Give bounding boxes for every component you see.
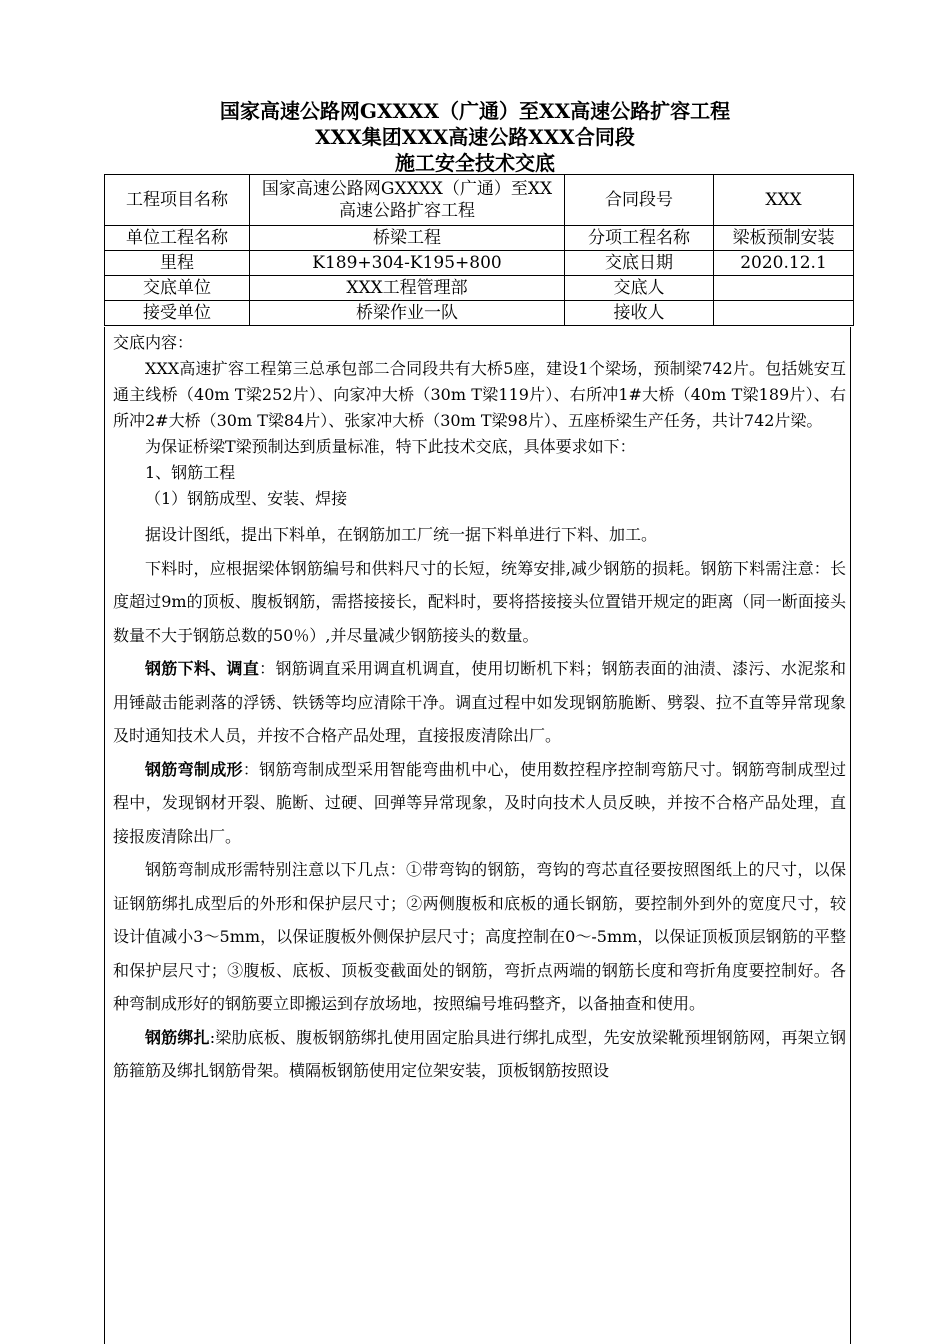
paragraph-cutting-list: 据设计图纸，提出下料单，在钢筋加工厂统一据下料单进行下料、加工。 [145,525,658,544]
document-title-line2: XXX集团XXX高速公路XXX合同段 [315,125,635,149]
content-section [104,327,851,1344]
table-row [105,251,854,276]
issuer-label: 交底人 [565,276,714,301]
paragraph-heading: 钢筋下料、调直 [145,659,260,678]
unit-project-label: 单位工程名称 [105,226,250,251]
sub-project-value: 梁板预制安装 [714,226,854,251]
content-label: 交底内容： [113,333,194,352]
receiver-unit-label: 接受单位 [105,301,250,326]
unit-project-value: 桥梁工程 [250,226,565,251]
info-table [104,174,854,326]
purpose-paragraph: 为保证桥梁T梁预制达到质量标准，特下此技术交底，具体要求如下： [145,437,636,456]
paragraph-straightening [113,652,846,753]
project-name-label: 工程项目名称 [105,175,250,226]
paragraph-body: ：钢筋弯制成型采用智能弯曲机中心，使用数控程序控制弯筋尺寸。钢筋弯制成型过程中，发现钢材开裂、脆断、过硬、回弹等异常现象，及时向技术人员反映，并按不合格产品处理，直接报废清除出厂。 [113,759,846,846]
contract-label: 合同段号 [565,175,714,226]
mileage-label: 里程 [105,251,250,276]
table-row [105,301,854,326]
issuer-value [714,276,854,301]
issuer-unit-value: XXX工程管理部 [250,276,565,301]
mileage-value: K189+304-K195+800 [250,251,565,276]
project-name-value: 国家高速公路网GXXXX（广通）至XX高速公路扩容工程 [250,175,565,226]
date-value: 2020.12.1 [714,251,854,276]
table-row [105,226,854,251]
paragraph-bending [113,753,846,854]
document-title-line3: 施工安全技术交底 [395,151,555,175]
paragraph-body: :梁肋底板、腹板钢筋绑扎使用固定胎具进行绑扎成型，先安放梁靴预埋钢筋网，再架立钢筋箍筋及绑扎钢筋骨架。横隔板钢筋使用定位架安装，顶板钢筋按照设 [113,1027,846,1080]
receiver-label: 接收人 [565,301,714,326]
receiver-value [714,301,854,326]
sub-project-label: 分项工程名称 [565,226,714,251]
paragraph-bending-notes: 钢筋弯制成形需特别注意以下几点：①带弯钩的钢筋，弯钩的弯芯直径要按照图纸上的尺寸，以保证钢筋绑扎成型后的外形和保护层尺寸；②两侧腹板和底板的通长钢筋，要控制外到外的宽度尺寸，较设计值减小3～5mm，以保证腹板外侧保护层尺寸；高度控制在0～-5mm，以保证顶板顶层钢筋的平整和保护层尺寸；③腹板、底板、顶板变截面处的钢筋，弯折点两端的钢筋长度和弯折角度要控制好。各种弯制成形好的钢筋要立即搬运到存放场地，按照编号堆码整齐，以备抽查和使用。 [113,860,846,1013]
paragraph-body: ：钢筋调直采用调直机调直，使用切断机下料；钢筋表面的油渍、漆污、水泥浆和用锤敲击能剥落的浮锈、铁锈等均应清除干净。调直过程中如发现钢筋脆断、劈裂、拉不直等异常现象及时通知技术人员，并按不合格产品处理，直接报废清除出厂。 [113,659,846,745]
section-heading: 1、钢筋工程 [145,463,236,482]
paragraph-heading: 钢筋绑扎 [145,1027,210,1047]
paragraph-heading: 钢筋弯制成形 [145,759,243,779]
intro-paragraph: XXX高速扩容工程第三总承包部二合同段共有大桥5座，建设1个梁场，预制梁742片。包括姚安互通主线桥（40m T梁252片）、向家冲大桥（30m T梁119片）、右所冲1#大桥（40m T梁189片）、右所冲2#大桥（30m T梁84片）、张家冲大桥（30m T梁98片）、五座桥梁生产任务，共计742片梁。 [113,359,846,430]
receiver-unit-value: 桥梁作业一队 [250,301,565,326]
issuer-unit-label: 交底单位 [105,276,250,301]
document-title-line1: 国家高速公路网GXXXX（广通）至XX高速公路扩容工程 [219,99,731,123]
subsection-heading: （1）钢筋成型、安装、焊接 [145,489,348,508]
paragraph-binding [113,1021,846,1088]
table-row [105,276,854,301]
table-row [105,175,854,226]
paragraph-cutting-notes: 下料时，应根据梁体钢筋编号和供料尺寸的长短，统筹安排,减少钢筋的损耗。钢筋下料需注意：长度超过9m的顶板、腹板钢筋，需搭接接长，配料时，要将搭接接头位置错开规定的距离（同一断面接头数量不大于钢筋总数的50％）,并尽量减少钢筋接头的数量。 [113,558,846,645]
date-label: 交底日期 [565,251,714,276]
contract-value: XXX [714,175,854,226]
